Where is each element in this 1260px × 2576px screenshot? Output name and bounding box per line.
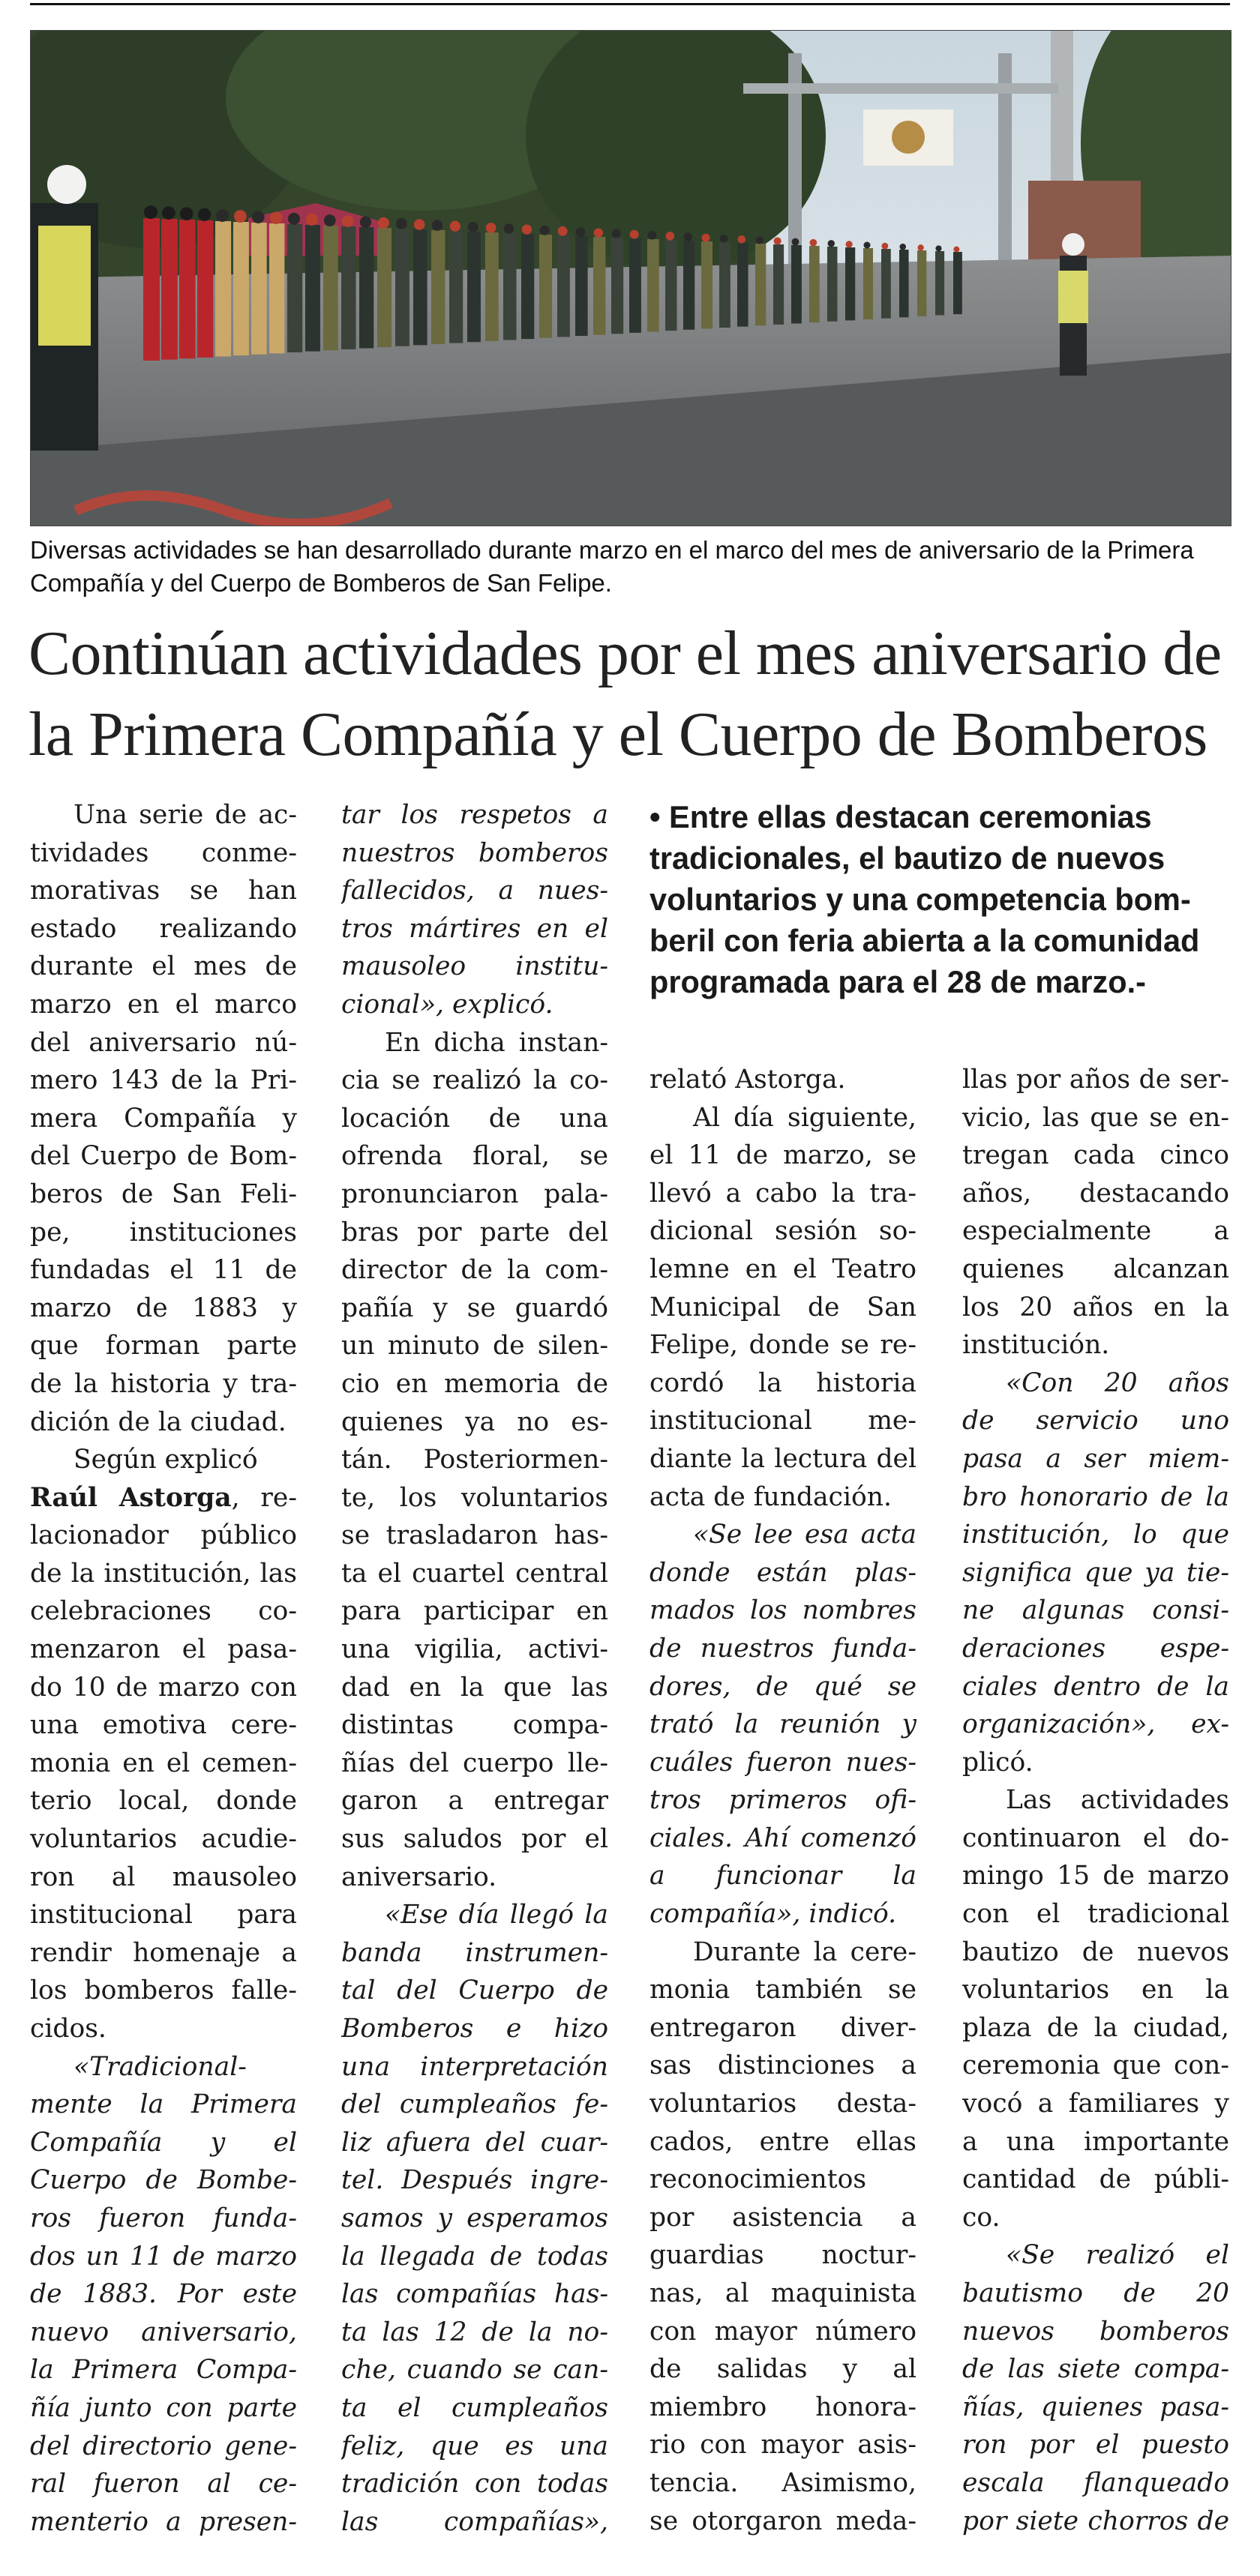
photo-helmet (486, 223, 496, 233)
text-line: co. (962, 2202, 1000, 2233)
photo-helmet (648, 231, 657, 240)
photo-figure (845, 247, 855, 320)
text-line: bautizo de nuevos (962, 1936, 1229, 1967)
photo-helmet (180, 207, 194, 220)
photo-helmet (540, 226, 550, 235)
photo-helmet (720, 235, 728, 243)
text-line: ciales dentro de la (962, 1671, 1229, 1702)
text-line: tel. Después ingre- (341, 2165, 608, 2196)
photo-figure (377, 228, 392, 347)
text-line: significa que ya tie- (962, 1557, 1229, 1588)
text-line: quienes ya no es- (341, 1406, 608, 1437)
text-line: cidos. (30, 2014, 106, 2044)
text-line: voluntarios desta- (650, 2089, 916, 2119)
text-line: director de la com- (341, 1255, 608, 1286)
text-line: pe, instituciones (30, 1217, 297, 1248)
text-line: durante el mes de (30, 951, 297, 982)
text-line: por siete chorros de (962, 2506, 1229, 2536)
text-line: para participar en (341, 1596, 608, 1627)
text-line: por asistencia a (650, 2202, 916, 2233)
text-line: aniversario. (341, 1862, 497, 1892)
text-line: ñías del cuerpo lle- (341, 1748, 608, 1778)
text-line: Raúl Astorga, re- (30, 1482, 297, 1513)
text-line: con el tradicional (962, 1899, 1229, 1930)
text-line: ta el cuartel central (341, 1558, 608, 1589)
photo-helmet (252, 211, 265, 223)
text-line: ñías, quienes pasa- (962, 2392, 1229, 2422)
text-line: las compañías», (341, 2506, 608, 2537)
text-line: voluntarios acudie- (30, 1824, 297, 1855)
text-line: menterio a presen- (30, 2506, 297, 2537)
photo-helmet (576, 227, 586, 237)
photo-helmet (846, 241, 853, 247)
text-line: plaza de la ciudad, (962, 2012, 1229, 2043)
headline-line: Continúan actividades por el mes aniversario de (28, 619, 1222, 688)
deck-line: beril con feria abierta a la comunidad (650, 923, 1200, 958)
photo-figure (953, 252, 962, 314)
text-line: del aniversario nú- (30, 1027, 297, 1058)
text-line: «Ese día llegó la (385, 1900, 608, 1931)
deck-line: voluntarios y una competencia bom- (650, 882, 1191, 917)
photo-helmet (288, 213, 300, 225)
text-line: los bomberos falle- (30, 1975, 297, 2006)
text-line: tradición con todas (341, 2469, 608, 2500)
photo-figure (827, 247, 837, 322)
text-line: continuaron el do- (962, 1823, 1229, 1853)
text-line: deraciones espe- (962, 1633, 1229, 1664)
text-line: Cuerpo de Bombe- (30, 2165, 297, 2196)
photo-figure (575, 236, 588, 336)
text-line: tros primeros ofi- (650, 1785, 916, 1816)
text-line: de salidas y al (650, 2354, 916, 2385)
photo-figure (485, 232, 499, 341)
article-column-4 (962, 1061, 1229, 2540)
photo-figure (179, 220, 196, 358)
text-line: pronunciaron pala- (341, 1179, 608, 1209)
text-line: ofrenda floral, se (341, 1141, 608, 1172)
text-line: entregaron diver- (650, 2012, 916, 2043)
text-line: bautismo de 20 (962, 2278, 1229, 2308)
deck-line: • Entre ellas destacan ceremonias (650, 799, 1152, 834)
text-line: los 20 años en la (962, 1292, 1229, 1322)
text-line: dición de la ciudad. (30, 1406, 286, 1437)
photo-figure (341, 226, 356, 349)
text-line: rendir homenaje a (30, 1937, 297, 1968)
photo-helmet (342, 215, 354, 227)
text-line: rio con mayor asis- (650, 2430, 916, 2461)
text-line: a funcionar la (650, 1861, 916, 1892)
text-line: plicó. (962, 1747, 1034, 1778)
photo-figure (233, 222, 249, 355)
article-deck (650, 796, 1234, 1002)
text-line: tar los respetos a (341, 800, 608, 830)
text-line: ciales. Ahí comenzó (650, 1823, 916, 1853)
text-line: tán. Posteriormen- (341, 1445, 608, 1475)
text-line: se trasladaron has- (341, 1520, 608, 1551)
text-line: compañía», indicó. (650, 1899, 897, 1930)
text-line: cuáles fueron nues- (650, 1747, 916, 1778)
text-line: mausoleo institu- (341, 951, 608, 982)
text-line: acta de fundación. (650, 1481, 892, 1512)
text-line: morativas se han (30, 876, 297, 906)
photo-helmet (234, 210, 247, 223)
text-line: institución, lo que (962, 1520, 1229, 1550)
text-line: mero 143 de la Pri- (30, 1065, 297, 1096)
photo-figure (719, 242, 730, 328)
photo-figure (305, 225, 320, 352)
text-line: tencia. Asimismo, (650, 2467, 916, 2498)
photo-figure (197, 220, 213, 358)
photo-helmet (306, 214, 318, 226)
text-line: celebraciones co- (30, 1596, 297, 1627)
photo-figure (359, 227, 374, 349)
photo-helmet (630, 230, 639, 239)
text-line: ral fueron al ce- (30, 2469, 297, 2500)
text-line: Una serie de ac- (74, 800, 297, 830)
text-line: sas distinciones a (650, 2050, 916, 2081)
text-line: mados los nombres (650, 1595, 916, 1626)
photo-helmet (324, 214, 336, 226)
text-line: de la institución, las (30, 1558, 297, 1589)
article-column-2 (341, 796, 608, 2541)
text-line: la Primera Compa- (30, 2355, 297, 2386)
text-line: lacionador público (30, 1520, 297, 1551)
text-line: reconocimientos (650, 2164, 867, 2195)
text-line: tal del Cuerpo de (341, 1975, 608, 2006)
text-line: llevó a cabo la tra- (650, 1178, 916, 1209)
text-line: locación de una (341, 1103, 608, 1134)
photo-figure (737, 243, 748, 327)
text-line: tividades conme- (30, 837, 297, 868)
text-line: de servicio uno (962, 1406, 1229, 1436)
photo-figure (791, 245, 802, 324)
photo-figure (557, 235, 570, 337)
text-line: beros de San Feli- (30, 1179, 297, 1209)
photo-helmet (666, 232, 674, 240)
photo-figure (143, 218, 160, 361)
text-line: En dicha instan- (385, 1027, 608, 1058)
text-line: miembro honora- (650, 2392, 916, 2422)
article-column-3 (650, 1061, 916, 2540)
text-line: una emotiva cere- (30, 1710, 297, 1741)
text-line: sus saludos por el (341, 1824, 608, 1855)
text-line: vicio, las que se en- (962, 1102, 1229, 1133)
photo-helmet (144, 205, 158, 219)
text-line: de nuestros funda- (650, 1633, 916, 1664)
photo-figure (413, 229, 428, 345)
photo-caption: Diversas actividades se han desarrollado durante marzo en el marco del mes de aniversario de la Primera Compañía y del Cuerpo de Bomberos de San Felipe. (30, 536, 1194, 597)
photo-figure (647, 239, 659, 332)
deck-line: tradicionales, el bautizo de nuevos (650, 840, 1166, 876)
text-line: tregan cada cinco (962, 1140, 1229, 1171)
text-line: quienes alcanzan (962, 1254, 1229, 1284)
text-line: samos y esperamos (341, 2203, 608, 2233)
photo-helmet (360, 217, 371, 228)
photo-figure (665, 240, 676, 331)
text-line: a una importante (962, 2126, 1229, 2157)
text-line: especialmente a (962, 1216, 1229, 1247)
text-line: donde están plas- (650, 1557, 916, 1588)
text-line: organización», ex- (962, 1709, 1229, 1740)
text-line: se otorgaron meda- (650, 2506, 916, 2536)
photo-helmet (774, 237, 782, 244)
photo-figure (431, 230, 445, 344)
text-line: ros fueron funda- (30, 2203, 297, 2233)
text-line: mera Compañía y (30, 1103, 297, 1134)
photo-figure (503, 233, 517, 340)
photo-figure (899, 250, 909, 317)
headline (28, 613, 1244, 775)
photo-helmet (684, 232, 692, 241)
text-line: tros mártires en el (341, 913, 608, 944)
deck-line: programada para el 28 de marzo.- (650, 964, 1146, 999)
photo-figure (773, 244, 784, 325)
text-line: relató Astorga. (650, 1065, 846, 1095)
photo-figure (449, 231, 463, 343)
photo-helmet (162, 206, 176, 220)
headline-line: la Primera Compañía y el Cuerpo de Bomberos (28, 699, 1208, 769)
photo-figure (323, 226, 338, 350)
photo-helmet (810, 239, 818, 247)
text-line: institución. (962, 1330, 1110, 1361)
text-line: bro honorario de la (962, 1481, 1229, 1512)
text-line: mente la Primera (30, 2089, 297, 2120)
photo-figure (863, 248, 873, 319)
text-line: monia también se (650, 1975, 916, 2005)
photo-helmet (702, 234, 710, 242)
photo-figure (161, 219, 178, 360)
photo-helmet (828, 240, 835, 247)
photo-helmet (396, 218, 407, 229)
photo-helmet (917, 244, 923, 250)
photo-helmet (414, 219, 425, 230)
text-line: cados, entre ellas (650, 2126, 916, 2157)
text-line: ta las 12 de la no- (341, 2317, 608, 2347)
photo-figure (683, 241, 694, 330)
text-line: institucional para (30, 1900, 297, 1931)
text-line: cio en memoria de (341, 1368, 608, 1399)
text-line: Las actividades (1006, 1785, 1229, 1816)
photo-figure (215, 221, 231, 357)
photo-figure (755, 244, 766, 325)
text-line: «Tradicional- (74, 2051, 247, 2082)
text-line: Durante la cere- (693, 1936, 916, 1967)
text-line: terio local, donde (30, 1786, 297, 1817)
text-line: nuevo aniversario, (30, 2317, 297, 2347)
text-line: trató la reunión y (650, 1709, 916, 1740)
photo-helmet (450, 221, 460, 232)
text-line: nuevos bomberos (962, 2316, 1229, 2347)
photo-figure (539, 235, 552, 338)
photo-figure (701, 241, 712, 328)
text-line: banda instrumen- (341, 1937, 608, 1968)
text-line: del directorio gene- (30, 2431, 297, 2461)
photo-figure (467, 232, 481, 342)
text-line: escala flanqueado (962, 2467, 1229, 2498)
photo-figure (593, 237, 605, 335)
text-line: feliz, que es una (341, 2431, 608, 2461)
text-line: fallecidos, a nues- (341, 876, 608, 906)
photo-helmet (504, 223, 514, 234)
text-line: menzaron el pasa- (30, 1634, 297, 1665)
photo-figure (809, 246, 820, 322)
photo-helmet (522, 224, 532, 234)
photo-figure (611, 238, 623, 334)
text-line: institucional me- (650, 1406, 916, 1436)
text-line: dores, de qué se (650, 1671, 916, 1702)
text-line: bras por parte del (341, 1217, 608, 1248)
text-line: ta el cumpleaños (341, 2392, 608, 2423)
badge-icon (892, 121, 925, 154)
article-column-1 (30, 796, 297, 2541)
text-line: la llegada de todas (341, 2241, 608, 2272)
text-line: ne algunas consi- (962, 1595, 1229, 1626)
text-line: Bomberos e hizo (341, 2014, 608, 2044)
text-line: ñía junto con parte (30, 2392, 297, 2423)
text-line: del Cuerpo de Bom- (30, 1141, 297, 1172)
text-line: liz afuera del cuar- (341, 2127, 608, 2158)
text-line: llas por años de ser- (962, 1065, 1229, 1095)
photo-helmet (738, 235, 746, 244)
text-line: lemne en el Teatro (650, 1254, 916, 1284)
text-line: marzo en el marco (30, 989, 297, 1020)
text-line: de 1883. Por este (30, 2279, 297, 2310)
text-line: ceremonia que con- (962, 2050, 1229, 2081)
text-line: con mayor número (650, 2316, 916, 2347)
text-line: ron al mausoleo (30, 1862, 297, 1892)
text-line: te, los voluntarios (341, 1482, 608, 1513)
text-line: una interpretación (341, 2051, 608, 2082)
text-line: Felipe, donde se re- (650, 1330, 916, 1361)
text-line: do 10 de marzo con (30, 1672, 297, 1703)
text-line: dos un 11 de marzo (30, 2241, 297, 2272)
text-line: che, cuando se can- (341, 2355, 608, 2386)
photo-helmet (594, 228, 603, 237)
photo-figure (917, 250, 926, 316)
text-line: mingo 15 de marzo (962, 1861, 1229, 1892)
text-line: «Se realizó el (1006, 2240, 1229, 2271)
text-line: cional», explicó. (341, 989, 554, 1020)
text-line: «Con 20 años (1006, 1367, 1229, 1398)
photo-helmet (864, 242, 871, 249)
photo-helmet (198, 208, 211, 221)
text-line: de las siete compa- (962, 2354, 1229, 2385)
text-line: estado realizando (30, 913, 297, 944)
text-line: dicional sesión so- (650, 1216, 916, 1247)
text-line: cantidad de públi- (962, 2164, 1229, 2195)
article-photo (30, 30, 1232, 526)
text-line: cordó la historia (650, 1367, 916, 1398)
text-line: años, destacando (962, 1178, 1229, 1209)
photo-figure (629, 238, 641, 333)
photo-figure (881, 249, 891, 319)
text-line: nas, al maquinista (650, 2278, 916, 2308)
photo-helmet (792, 238, 800, 246)
photo-helmet (432, 220, 442, 230)
text-line: pasa a ser miem- (962, 1443, 1229, 1474)
photo-figure (269, 223, 284, 353)
text-line: cia se realizó la co- (341, 1065, 608, 1096)
text-line: el 11 de marzo, se (650, 1140, 916, 1171)
photo-figure (521, 234, 534, 339)
text-line: Municipal de San (650, 1292, 916, 1322)
photo-helmet (612, 229, 621, 238)
text-line: diante la lectura del (650, 1443, 916, 1474)
text-line: guardias noctur- (650, 2240, 916, 2271)
text-line: de la historia y tra- (30, 1368, 297, 1399)
text-line: Según explicó (74, 1445, 258, 1475)
photo-helmet (378, 217, 389, 229)
text-line: del cumpleaños fe- (341, 2089, 608, 2120)
text-line: marzo de 1883 y (30, 1292, 297, 1323)
photo-helmet (899, 244, 906, 250)
text-line: voluntarios en la (962, 1975, 1229, 2005)
text-line: ron por el puesto (962, 2430, 1229, 2461)
text-line: Al día siguiente, (693, 1102, 916, 1133)
text-line: una vigilia, activi- (341, 1634, 608, 1665)
photo-helmet (953, 247, 959, 253)
photo-helmet (558, 226, 568, 236)
photo-figure (287, 224, 302, 352)
photo-figure (395, 229, 410, 346)
text-line: monia en el cemen- (30, 1748, 297, 1778)
photo-helmet (881, 243, 888, 250)
text-line: «Se lee esa acta (693, 1520, 916, 1550)
photo-figure (935, 251, 944, 316)
text-line: vocó a familiares y (962, 2089, 1229, 2119)
text-line: Compañía y el (30, 2127, 297, 2158)
top-rule (30, 3, 1230, 5)
text-line: distintas compa- (341, 1710, 608, 1741)
photo-helmet (935, 245, 941, 251)
text-line: que forman parte (30, 1331, 297, 1361)
text-line: un minuto de silen- (341, 1331, 608, 1361)
photo-helmet (468, 222, 478, 232)
text-line: dad en la que las (341, 1672, 608, 1703)
text-line: pañía y se guardó (341, 1292, 608, 1323)
photo-helmet (756, 236, 764, 244)
photo-figure (251, 223, 267, 355)
photo-helmet (216, 209, 229, 222)
text-line: nuestros bomberos (341, 837, 608, 868)
text-line: garon a entregar (341, 1786, 608, 1817)
text-line: fundadas el 11 de (30, 1255, 297, 1286)
photo-helmet (270, 211, 282, 223)
text-line: las compañías has- (341, 2279, 608, 2310)
